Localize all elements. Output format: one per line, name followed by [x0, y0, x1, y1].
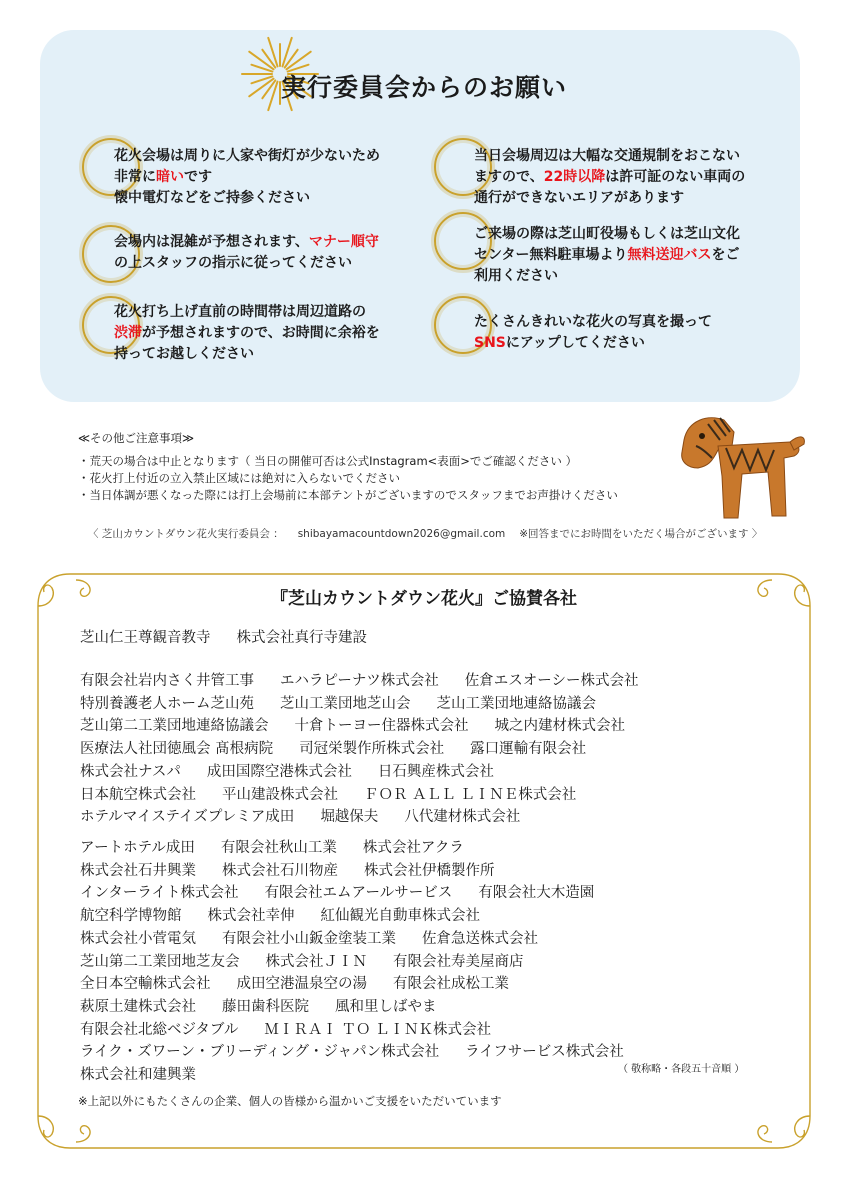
frame-ornament — [758, 1126, 772, 1142]
left-request-item — [114, 302, 380, 365]
sponsor-name: 有限会社寿美屋商店 — [393, 953, 524, 970]
request-text: 花火打ち上げ直前の時間帯は周辺道路の — [114, 304, 366, 320]
sponsor-name: 株式会社ＪＩＮ — [265, 953, 367, 970]
sponsor-name: ＦＯＲ ＡＬＬ ＬＩＮＥ株式会社 — [364, 786, 577, 803]
sponsor-name: 平山建設株式会社 — [222, 786, 338, 803]
order-note: （ 敬称略・各段五十音順 ） — [618, 1064, 745, 1075]
right-request-item — [474, 312, 712, 354]
request-text: センター無料駐車場より — [474, 247, 628, 263]
left-request-item — [114, 146, 380, 209]
firework-ray — [268, 38, 277, 67]
sponsor-row — [80, 1040, 650, 1061]
sponsor-row — [80, 836, 490, 857]
sponsor-name: 佐倉エスオーシー株式会社 — [464, 673, 639, 689]
request-text: 利用ください — [474, 268, 558, 284]
sponsor-row — [80, 972, 535, 993]
sponsor-name: 株式会社和建興業 — [80, 1067, 196, 1083]
highlight-text: SNS — [474, 335, 506, 351]
sponsor-name: 芝山第二工業団地芝友会 — [80, 953, 240, 970]
sponsor-name: 有限会社岩内さく井管工事 — [80, 673, 254, 689]
request-line — [114, 323, 380, 344]
request-line — [114, 146, 380, 167]
sponsor-row — [80, 692, 622, 713]
sponsor-row — [80, 714, 651, 735]
sponsor-name: 航空科学博物館 — [80, 908, 182, 925]
sponsor-name: 株式会社幸伸 — [207, 908, 295, 925]
notes-heading: ≪その他ご注意事項≫ — [78, 431, 195, 445]
sponsor-name: 有限会社成松工業 — [393, 976, 509, 993]
right-request-item — [474, 146, 745, 209]
sponsor-name: インターライト株式会社 — [80, 885, 239, 902]
sponsor-name: ライク・ズワーン・ブリーディング・ジャパン株式会社 — [80, 1044, 440, 1061]
sponsor-name: 医療法人社団徳風会 髙根病院 — [80, 741, 274, 758]
sponsor-name: 堀越保夫 — [320, 809, 379, 826]
request-line — [474, 224, 740, 245]
firework-ray — [282, 38, 291, 67]
sponsor-row — [80, 626, 393, 647]
sponsor-name: 風和里しばやま — [335, 998, 437, 1015]
request-text: の上スタッフの指示に従ってください — [114, 255, 352, 271]
sponsor-name: 芝山第二工業団地連絡協議会 — [80, 718, 269, 735]
sponsor-row — [80, 1018, 517, 1039]
sponsor-name: 露口運輸有限会社 — [470, 741, 587, 758]
request-text: です — [184, 169, 212, 185]
sponsor-row — [80, 737, 612, 758]
request-line — [474, 188, 745, 209]
sponsor-name: 全日本空輸株式会社 — [80, 976, 211, 993]
contact-note: ※回答までにお時間をいただく場合がございます 〉 — [519, 528, 763, 540]
highlight-text: 無料送迎バス — [627, 247, 712, 263]
sponsor-row — [80, 904, 506, 925]
request-text: 通行ができないエリアがあります — [474, 190, 684, 206]
sponsor-name: エハラピーナツ株式会社 — [280, 673, 439, 689]
sponsor-name: アートホテル成田 — [80, 840, 195, 856]
request-line — [114, 188, 380, 209]
sponsor-name: 萩原土建株式会社 — [80, 998, 196, 1015]
sponsor-name: 十倉トーヨー住器株式会社 — [294, 718, 469, 735]
sponsor-name: 株式会社真行寺建設 — [236, 630, 367, 646]
sponsor-name: 司冠栄製作所株式会社 — [299, 741, 445, 758]
request-text: 非常に — [114, 169, 156, 185]
request-text: 持ってお越しください — [114, 346, 254, 362]
request-text: ご来場の際は芝山町役場もしくは芝山文化 — [474, 226, 740, 242]
sponsor-name: 株式会社アクラ — [362, 840, 464, 856]
request-line — [114, 253, 379, 274]
sponsor-name: 日本航空株式会社 — [80, 786, 196, 803]
request-text: 当日会場周辺は大幅な交通規制をおこない — [474, 148, 740, 164]
sponsor-name: 有限会社エムアールサービス — [264, 885, 453, 902]
frame-ornament — [38, 1116, 70, 1148]
sponsor-row — [80, 760, 520, 781]
sponsor-row — [80, 950, 550, 971]
sponsors-footnote: ※上記以外にもたくさんの企業、個人の皆様から温かいご支援をいただいています — [78, 1094, 502, 1108]
request-line — [474, 266, 740, 287]
left-request-item — [114, 232, 379, 274]
sponsor-name: 藤田歯科医院 — [222, 998, 309, 1015]
sponsor-name: 八代建材株式会社 — [404, 809, 521, 826]
highlight-text: 暗い — [156, 169, 184, 185]
notes-item: ・当日体調が悪くなった際には打上会場前に本部テントがございますのでスタッフまでお声掛けください — [78, 488, 618, 502]
frame-ornament — [76, 1126, 90, 1142]
highlight-text: マナー順守 — [308, 234, 379, 250]
right-request-item — [474, 224, 740, 287]
sponsor-name: 佐倉急送株式会社 — [422, 930, 538, 947]
request-line — [114, 167, 380, 188]
sponsor-name: 成田国際空港株式会社 — [206, 763, 352, 780]
sponsor-name: 城之内建材株式会社 — [494, 718, 625, 735]
committee-title: 実行委員会からのお願い — [280, 73, 567, 102]
highlight-text: 22時以降 — [543, 169, 606, 185]
sponsor-row — [80, 859, 521, 880]
request-text: をご — [711, 247, 740, 263]
sponsor-name: ホテルマイステイズプレミア成田 — [80, 809, 295, 826]
request-text: は許可証のない車両の — [605, 169, 746, 185]
sponsor-row — [80, 805, 546, 826]
request-text: たくさんきれいな花火の写真を撮って — [474, 314, 712, 330]
sponsors-title: 『芝山カウントダウン花火』ご協賛各社 — [271, 589, 577, 609]
request-text: にアップしてください — [505, 335, 645, 351]
contact-email[interactable]: shibayamacountdown2026@gmail.com — [297, 528, 506, 540]
sponsor-name: 芝山工業団地芝山会 — [280, 695, 411, 712]
request-line — [474, 312, 712, 333]
sponsor-row — [80, 881, 620, 902]
request-line — [474, 245, 740, 266]
frame-ornament — [778, 1116, 810, 1148]
request-text: 花火会場は周りに人家や街灯が少ないため — [114, 148, 380, 164]
sponsor-name: 紅仙観光自動車株式会社 — [320, 908, 480, 925]
sponsor-name: 芝山工業団地連絡協議会 — [436, 695, 596, 712]
horse-mascot-icon — [668, 406, 808, 532]
request-text: 懐中電灯などをご持参ください — [114, 190, 310, 206]
sponsor-name: 株式会社伊橋製作所 — [364, 862, 495, 879]
sponsor-row — [80, 669, 665, 690]
sponsor-name: 特別養護老人ホーム芝山苑 — [80, 695, 254, 712]
sponsor-name: 芝山仁王尊観音教寺 — [80, 630, 211, 646]
request-text: 会場内は混雑が予想されます、 — [114, 234, 309, 250]
sponsor-name: 株式会社ナスパ — [80, 763, 181, 780]
sponsor-name: 成田空港温泉空の湯 — [236, 976, 367, 993]
request-line — [114, 232, 379, 253]
sponsor-row — [80, 995, 463, 1016]
sponsor-row — [80, 927, 564, 948]
sponsor-name: ライフサービス株式会社 — [465, 1044, 624, 1061]
sponsor-name: 有限会社大木造園 — [478, 885, 595, 902]
notes-item: ・荒天の場合は中止となります（ 当日の開催可否は公式Instagram<表面>でご確認ください ） — [78, 454, 578, 468]
highlight-text: 渋滞 — [114, 325, 142, 341]
sponsor-name: 有限会社小山鈑金塗装工業 — [222, 930, 396, 947]
request-line — [474, 333, 712, 354]
sponsor-name: 日石興産株式会社 — [377, 763, 494, 780]
request-line — [114, 344, 380, 365]
sponsor-name: 株式会社石井興業 — [80, 862, 196, 879]
sponsor-row — [80, 783, 602, 804]
sponsor-name: 株式会社石川物産 — [222, 862, 338, 879]
request-text: ますので、 — [474, 169, 544, 185]
request-line — [474, 167, 745, 188]
request-line — [474, 146, 745, 167]
request-text: が予想されますので、お時間に余裕を — [142, 325, 380, 341]
contact-org: 〈 芝山カウントダウン花火実行委員会 ： — [88, 528, 284, 540]
sponsor-name: 有限会社北総ベジタブル — [80, 1021, 239, 1038]
sponsor-name: 株式会社小菅電気 — [80, 930, 196, 947]
sponsor-name: 有限会社秋山工業 — [220, 840, 337, 856]
notes-item: ・花火打上付近の立入禁止区域には絶対に入らないでください — [78, 471, 400, 485]
notes — [78, 430, 618, 504]
sponsor-name: ＭＩＲＡＩ ＴＯ ＬＩＮＫ株式会社 — [264, 1021, 492, 1038]
sponsor-row — [80, 1063, 222, 1084]
request-line — [114, 302, 380, 323]
